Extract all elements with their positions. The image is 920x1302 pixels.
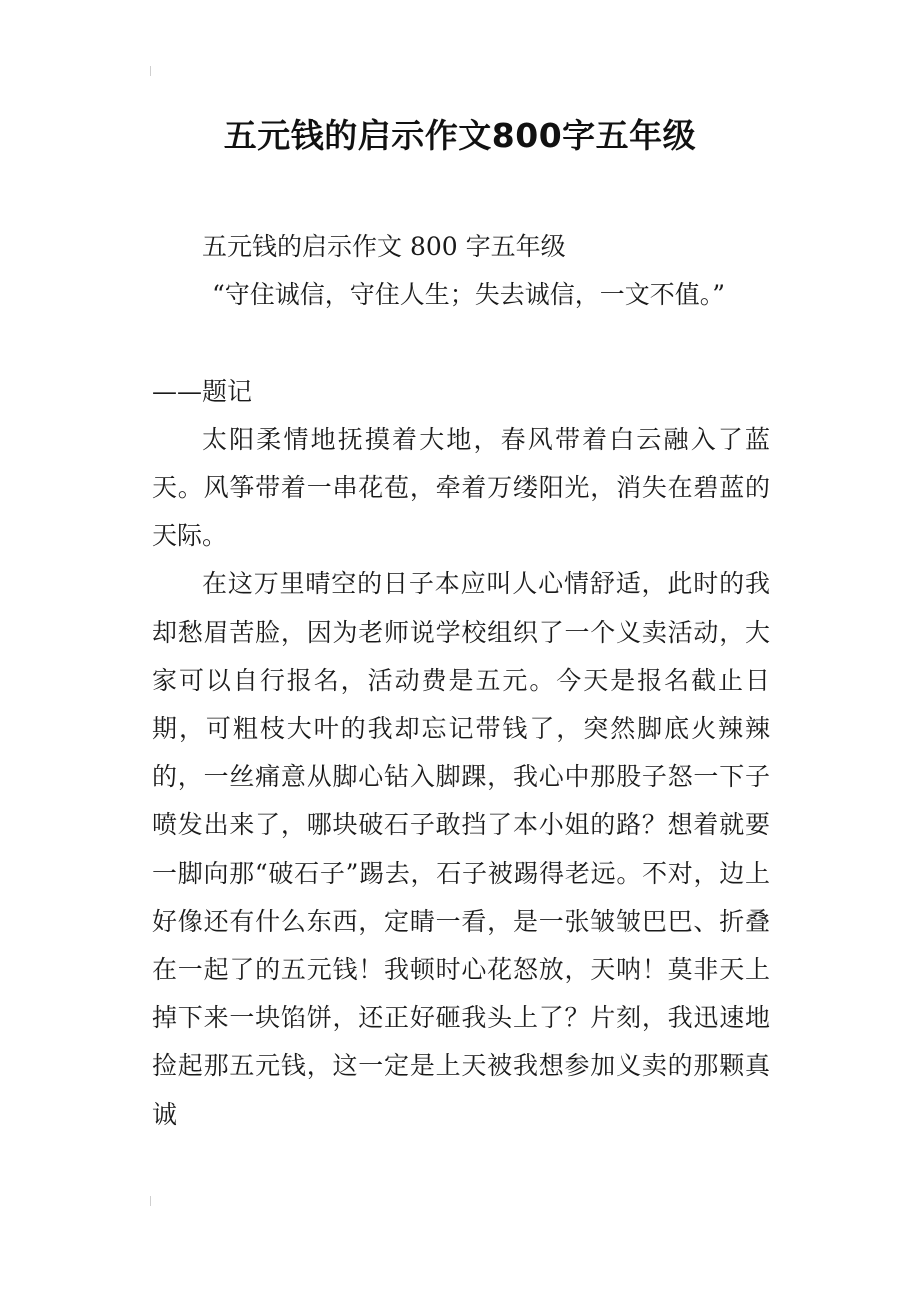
- heading-line: 五元钱的启示作文 800 字五年级: [202, 232, 566, 261]
- document-title: 五元钱的启示作文800字五年级: [223, 116, 697, 155]
- blank-line: [152, 319, 770, 367]
- document-body: [152, 223, 770, 1139]
- paragraph-1: 太阳柔情地抚摸着大地，春风带着白云融入了蓝天。风筝带着一串花苞，牵着万缕阳光，消失在碧蓝的天际。: [152, 424, 770, 551]
- crop-mark-bottom: [150, 1196, 157, 1206]
- epigraph-quote: “守住诚信，守住人生；失去诚信，一文不值。”: [212, 280, 726, 310]
- paragraph-2: 在这万里晴空的日子本应叫人心情舒适，此时的我却愁眉苦脸，因为老师说学校组织了一个义卖活动，大家可以自行报名，活动费是五元。今天是报名截止日期，可粗枝大叶的我却忘记带钱了，突然脚底火辣辣的，一丝痛意从脚心钻入脚踝，我心中那股子怒一下子喷发出来了，哪块破石子敢挡了本小姐的路？想着就要一脚向那“破石子”踢去，石子被踢得老远。不对，边上好像还有什么东西，定睛一看，是一张皱皱巴巴、折叠在一起了的五元钱！我顿时心花怒放，天呐！莫非天上掉下来一块馅饼，还正好砸我头上了？片刻，我迅速地捡起那五元钱，这一定是上天被我想参加义卖的那颗真诚: [152, 569, 770, 1129]
- epigraph-attribution: ——题记: [152, 376, 253, 406]
- crop-mark-top: [150, 66, 157, 76]
